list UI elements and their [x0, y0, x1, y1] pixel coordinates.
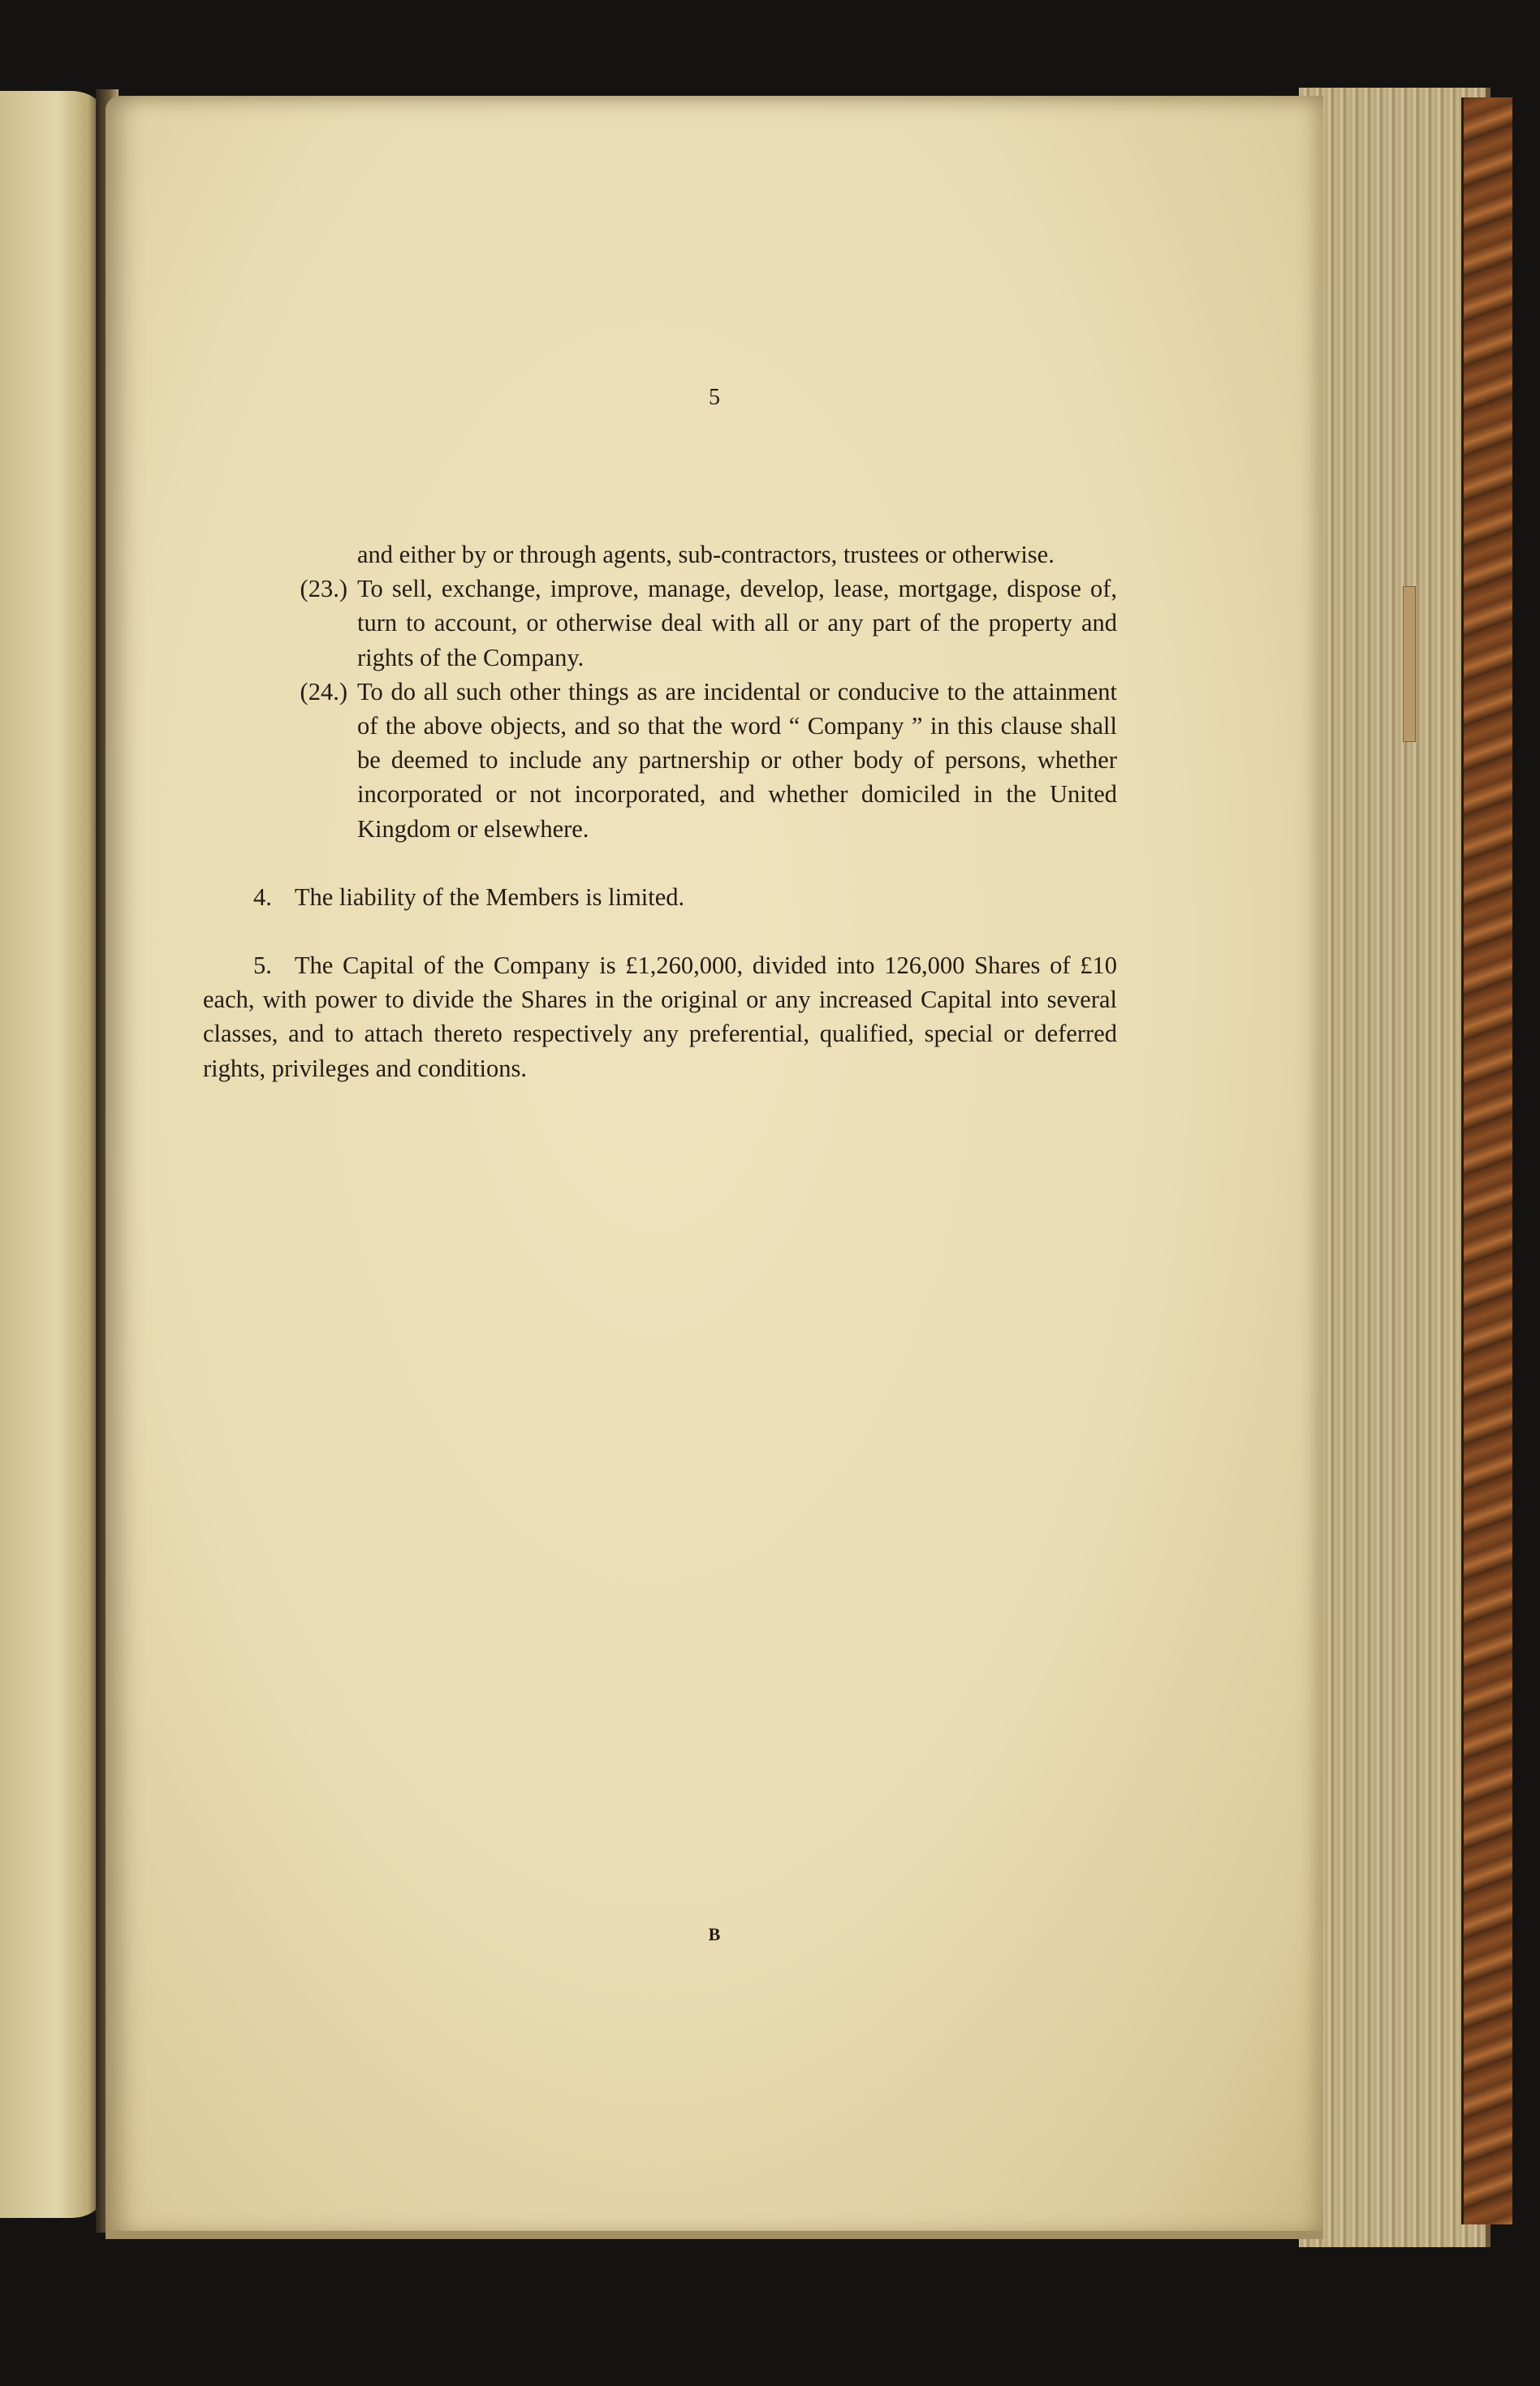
paragraph-text: The liability of the Members is limited. [294, 882, 685, 911]
text-block [203, 380, 1117, 1085]
clause-number: (23.) [300, 575, 347, 603]
clause-24 [203, 675, 1117, 846]
paragraph-4 [203, 880, 1117, 914]
clause-text: To sell, exchange, improve, manage, develop, lease, mortgage, dispose of, turn to account, or otherwise deal with all or any part of the property and rights of the Company. [357, 575, 1117, 671]
paragraph-number: 4. [253, 882, 272, 911]
paragraph-number: 5. [253, 951, 272, 980]
clause-23 [203, 572, 1117, 675]
marbled-book-edge [1461, 97, 1512, 2224]
bookmark-tab [1403, 586, 1416, 742]
clause-continuation: and either by or through agents, sub-contractors, trustees or otherwise. [357, 541, 1055, 568]
paragraph-5 [203, 948, 1117, 1085]
page-bottom-edge [106, 2231, 1323, 2239]
signature-mark: B [708, 1924, 721, 1944]
document-page [106, 96, 1323, 2239]
left-facing-page-edge [0, 91, 104, 2218]
paragraph-text: The Capital of the Company is £1,260,000, divided into 126,000 Shares of £10 each, with power to divide the Shares in the original or any increased Capital into several classes, and to attach thereto respectively any preferential, qualified, special or deferred rights, privileges and conditions. [203, 951, 1117, 1082]
clause-text: To do all such other things as are incidental or conducive to the attainment of the above objects, and so that the word “ Company ” in this clause shall be deemed to include any partnership or other body of persons, whether incorporated or not incorporated, and whether domiciled in the United Kingdom or elsewhere. [357, 677, 1117, 843]
clause-number: (24.) [300, 677, 347, 705]
page-number: 5 [709, 385, 720, 410]
